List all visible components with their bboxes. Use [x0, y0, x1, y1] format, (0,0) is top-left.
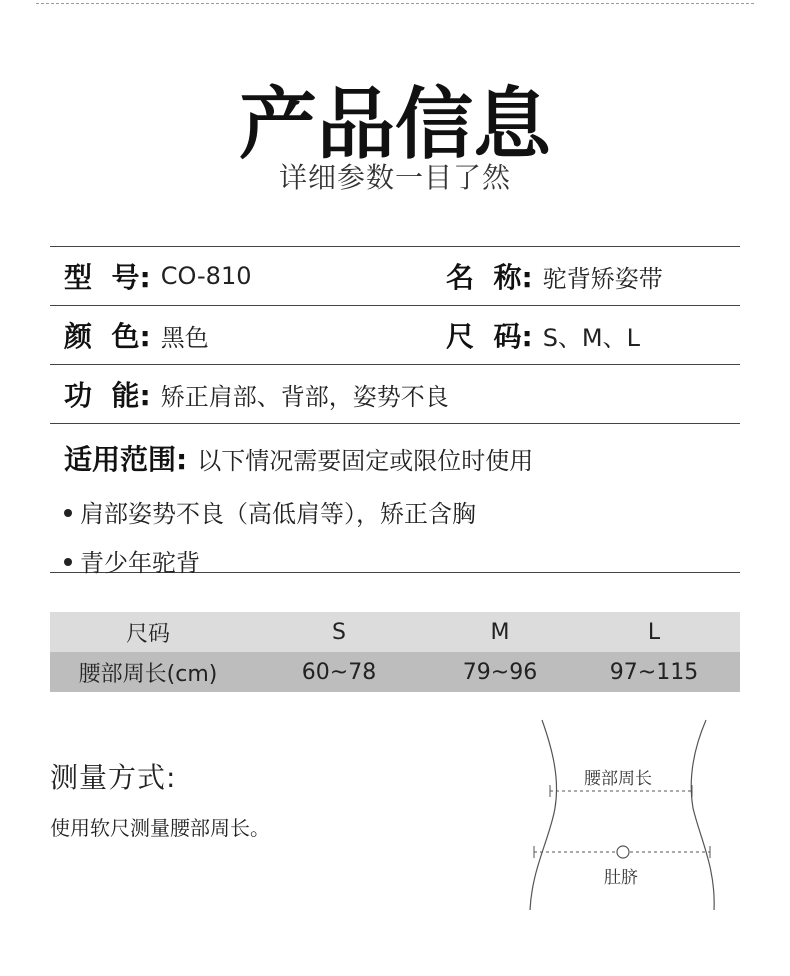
size-table-header: [50, 612, 740, 652]
scope-key: 适用范围:: [64, 443, 188, 476]
list-item: [64, 543, 726, 578]
size-header-label: 尺码: [125, 621, 170, 647]
size-value-s: 60~78: [301, 659, 377, 685]
waist-measurement-diagram: [520, 718, 730, 913]
spec-name: [446, 256, 740, 296]
size-row-label: 腰部周长(cm): [78, 661, 218, 687]
measure-title: 测量方式:: [50, 761, 177, 794]
spec-row-model-name: [50, 246, 740, 305]
spec-size-value: S、M、L: [542, 323, 641, 352]
size-header-l: L: [647, 619, 661, 645]
waist-label: 腰部周长: [584, 769, 652, 789]
spec-size-key: 尺 码:: [446, 320, 533, 353]
scope-heading: [64, 438, 726, 478]
list-item: [64, 494, 726, 529]
size-header-m: M: [490, 619, 510, 645]
spec-name-key: 名 称:: [446, 261, 533, 294]
spec-name-value: 驼背矫姿带: [542, 264, 663, 293]
size-header-s: S: [332, 619, 346, 645]
bullet-dot-icon: [64, 558, 72, 566]
spec-color-key: 颜 色:: [64, 320, 151, 353]
bullet-dot-icon: [64, 509, 72, 517]
spec-function-value: 矫正肩部、背部，姿势不良: [160, 382, 449, 411]
spec-model-key: 型 号:: [64, 261, 151, 294]
spec-model-value: CO-810: [160, 262, 252, 290]
scope-bullet-1: 肩部姿势不良（高低肩等），矫正含胸: [80, 500, 476, 528]
page-subtitle: 详细参数一目了然: [278, 161, 511, 194]
spec-color: [50, 315, 446, 355]
spec-function-key: 功 能:: [64, 379, 151, 412]
spec-scope: [50, 423, 740, 577]
navel-label: 肚脐: [604, 868, 638, 888]
size-table: [50, 612, 740, 692]
size-value-m: 79~96: [462, 659, 538, 685]
spec-table: [50, 246, 740, 577]
scope-bullet-2: 青少年驼背: [80, 549, 200, 577]
measure-description: 使用软尺测量腰部周长。: [50, 816, 270, 840]
size-value-l: 97~115: [609, 659, 699, 685]
spec-function: [50, 374, 740, 414]
spec-size: [446, 315, 740, 355]
spec-model: [50, 256, 446, 296]
top-dashed-divider: [36, 3, 754, 4]
table-row: [50, 652, 740, 692]
page-title: 产品信息: [238, 80, 551, 170]
spec-row-function: [50, 364, 740, 423]
spec-color-value: 黑色: [160, 323, 209, 352]
scope-value: 以下情况需要固定或限位时使用: [197, 446, 534, 475]
spec-row-color-size: [50, 305, 740, 364]
